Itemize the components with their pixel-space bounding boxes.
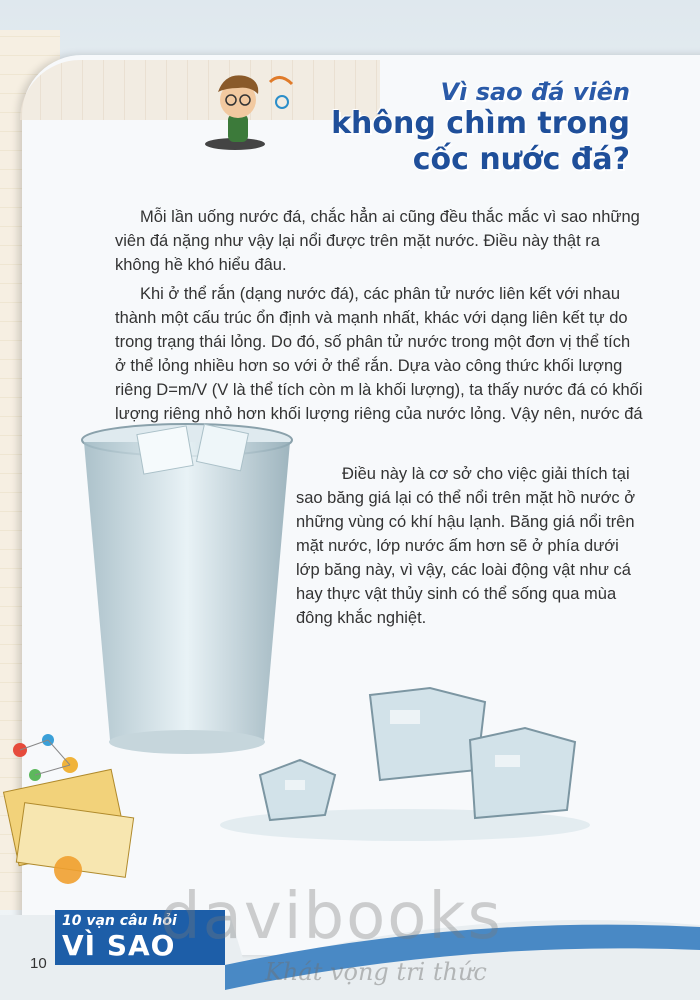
article-body <box>115 205 645 281</box>
series-title-line-1: 10 vạn câu hỏi <box>62 913 177 929</box>
page-number: 10 <box>30 955 47 972</box>
paragraph-3-wrap <box>296 462 641 630</box>
series-title-line-2: VÌ SAO <box>62 929 176 962</box>
paragraph-2: Khi ở thể rắn (dạng nước đá), các phân tử nước liên kết với nhau thành một cấu trúc ổn định và mạnh nhất, khác với dạng liên kết tự do trong trạng thái lỏng. Do đó, số phân tử nước trong một đơn vị thể tích ở thể lỏng nhiều hơn so với ở thể rắn. Dựa vào công thức khối lượng riêng D=m/V (V là thể tích còn m là khối lượng), ta thấy nước đá có khối lượng riêng nhỏ hơn khối lượng riêng của nước lỏng. Vậy nên, nước đá <box>115 285 643 423</box>
title-line-1: Vì sao đá viên <box>440 78 630 106</box>
paragraph-1: Mỗi lần uống nước đá, chắc hẳn ai cũng đều thắc mắc vì sao những viên đá nặng như vậy lại nổi được trên mặt nước. Điều này thật ra không hề khó hiểu đâu. <box>115 208 640 274</box>
watermark-tagline: Khát vọng tri thức <box>265 958 487 986</box>
title-line-3: cốc nước đá? <box>412 142 630 177</box>
title-line-2: không chìm trong <box>331 106 630 141</box>
watermark-text: davibooks <box>160 880 503 954</box>
page-title <box>331 78 630 178</box>
cartoon-boy-illustration <box>200 62 310 152</box>
paragraph-3: Điều này là cơ sở cho việc giải thích tại sao băng giá lại có thể nổi trên mặt hồ nước ở những vùng có khí hậu lạnh. Băng giá nổi trên mặt nước, lớp nước ấm hơn sẽ ở phía dưới lớp băng này, vì vậy, các loài động vật như cá hay thực vật thủy sinh có thể sống qua mùa đông khắc nghiệt. <box>296 465 636 627</box>
books-molecule-illustration <box>0 720 150 910</box>
ice-cubes-image <box>215 680 595 850</box>
